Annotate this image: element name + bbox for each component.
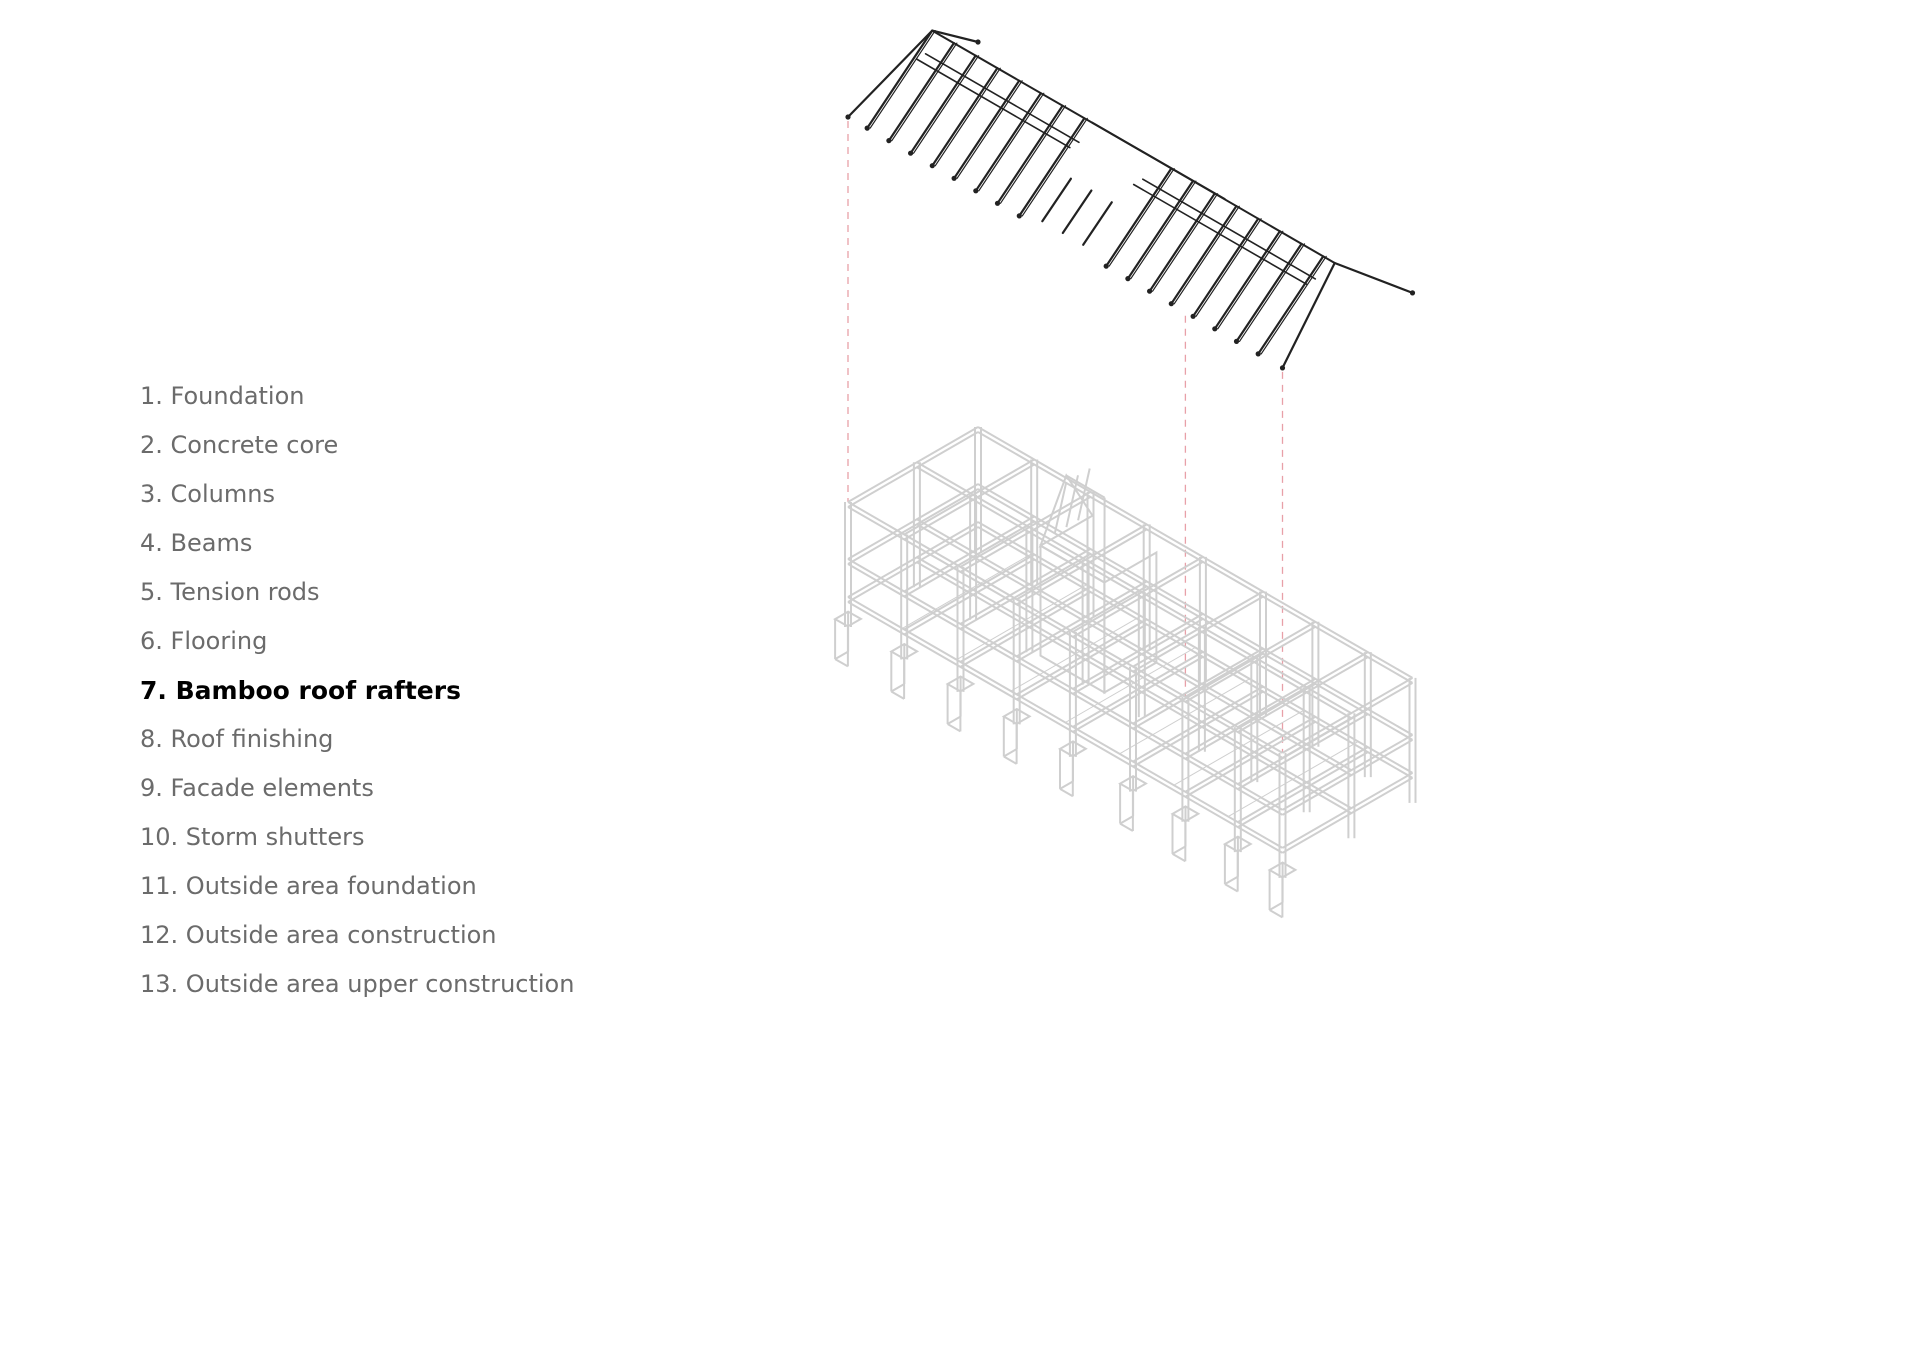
rafter-end-cap <box>1256 351 1261 356</box>
bamboo-rafter <box>1196 219 1261 316</box>
legend-item-facade-elements: 9. Facade elements <box>140 774 374 802</box>
bamboo-rafter <box>911 56 976 154</box>
legend-item-flooring: 6. Flooring <box>140 627 268 655</box>
bamboo-rafter <box>976 93 1041 191</box>
footing-edge <box>1225 884 1238 891</box>
footing-edge <box>948 717 961 725</box>
bamboo-rafter <box>914 56 979 154</box>
legend-item-outside-area-construction: 12. Outside area construction <box>140 921 497 949</box>
bamboo-rafter <box>1106 169 1171 267</box>
rafter-end-cap <box>908 151 913 156</box>
beam-longitudinal <box>978 527 1413 778</box>
bamboo-rafter <box>1019 118 1084 215</box>
hip-rafter <box>932 31 978 42</box>
footing-edge <box>1060 789 1073 796</box>
legend-item-roof-finishing: 8. Roof finishing <box>140 725 334 753</box>
footing-edge <box>1004 749 1017 757</box>
rafter-end-cap <box>1410 290 1415 295</box>
footing-edge <box>835 659 848 666</box>
roof-purlin <box>917 59 1070 148</box>
rafter-end-cap <box>1234 339 1239 344</box>
bamboo-rafter-loose <box>1042 179 1071 222</box>
rafter-end-cap <box>1104 264 1109 269</box>
bamboo-rafter <box>957 81 1022 179</box>
rafter-end-cap <box>930 163 935 168</box>
rafter-end-cap <box>995 201 1000 206</box>
rafter-end-cap <box>1147 289 1152 294</box>
rafter-end-cap <box>1169 301 1174 306</box>
footing-edge <box>948 724 961 731</box>
bamboo-rafter-loose <box>1083 202 1112 245</box>
bamboo-rafter <box>1193 219 1258 316</box>
bamboo-rafter <box>1237 244 1302 342</box>
bamboo-rafter <box>1109 169 1174 267</box>
bamboo-rafter <box>1131 181 1196 279</box>
hip-rafter <box>848 31 932 117</box>
footing-edge <box>1270 903 1283 911</box>
rafter-end-cap <box>973 188 978 193</box>
rafter-end-cap <box>886 138 891 143</box>
legend-item-tension-rods: 5. Tension rods <box>140 578 320 606</box>
footing-edge <box>1060 781 1073 789</box>
footing-edge <box>1173 854 1186 861</box>
footing-edge <box>1120 816 1133 824</box>
bamboo-rafter <box>870 31 935 129</box>
bamboo-rafter <box>932 68 997 166</box>
legend-item-storm-shutters: 10. Storm shutters <box>140 823 365 851</box>
footing-edge <box>835 652 848 660</box>
hip-rafter <box>1335 263 1413 293</box>
footing-edge <box>1173 846 1186 854</box>
legend-item-columns: 3. Columns <box>140 480 275 508</box>
bamboo-rafter <box>979 93 1044 191</box>
footing-edge <box>1120 824 1133 831</box>
bamboo-roof-rafters <box>845 31 1415 371</box>
rafter-end-cap <box>1280 365 1285 370</box>
rafter-end-cap <box>1125 276 1130 281</box>
building-structure <box>835 427 1415 917</box>
bamboo-rafter <box>1240 244 1305 342</box>
rafter-end-cap <box>952 176 957 181</box>
bamboo-rafter <box>1215 231 1280 328</box>
legend-item-foundation: 1. Foundation <box>140 382 305 410</box>
footing-edge <box>891 684 904 692</box>
bamboo-rafter <box>1128 181 1193 279</box>
rafter-end-cap <box>1212 326 1217 331</box>
bamboo-rafter <box>1174 206 1239 304</box>
footing-edge <box>1225 877 1238 885</box>
bamboo-rafter-loose <box>1063 191 1092 234</box>
legend-item-beams: 4. Beams <box>140 529 253 557</box>
rafter-end-cap <box>1017 213 1022 218</box>
rafter-end-cap <box>865 126 870 131</box>
bamboo-rafter <box>1153 194 1218 292</box>
bamboo-rafter <box>889 43 954 141</box>
legend-item-concrete-core: 2. Concrete core <box>140 431 339 459</box>
bamboo-rafter <box>1150 194 1215 292</box>
footing-edge <box>1270 910 1283 917</box>
rafter-end-cap <box>975 39 980 44</box>
rafter-end-cap <box>1191 314 1196 319</box>
bamboo-rafter <box>935 68 1000 166</box>
bamboo-rafter <box>1171 206 1236 304</box>
bamboo-rafter <box>892 43 957 141</box>
bamboo-rafter <box>867 31 932 129</box>
legend-item-outside-area-upper-construction: 13. Outside area upper construction <box>140 970 575 998</box>
alignment-guides <box>848 121 1283 753</box>
bamboo-rafter <box>1001 106 1066 204</box>
legend-item-bamboo-roof-rafters: 7. Bamboo roof rafters <box>140 676 461 705</box>
bamboo-rafter <box>998 106 1063 204</box>
rafter-end-cap <box>845 114 850 119</box>
bamboo-rafter <box>954 81 1019 179</box>
footing-edge <box>1004 757 1017 764</box>
legend-item-outside-area-foundation: 11. Outside area foundation <box>140 872 477 900</box>
bamboo-rafter <box>1218 231 1283 328</box>
footing-edge <box>891 692 904 699</box>
bamboo-rafter <box>1261 256 1326 354</box>
